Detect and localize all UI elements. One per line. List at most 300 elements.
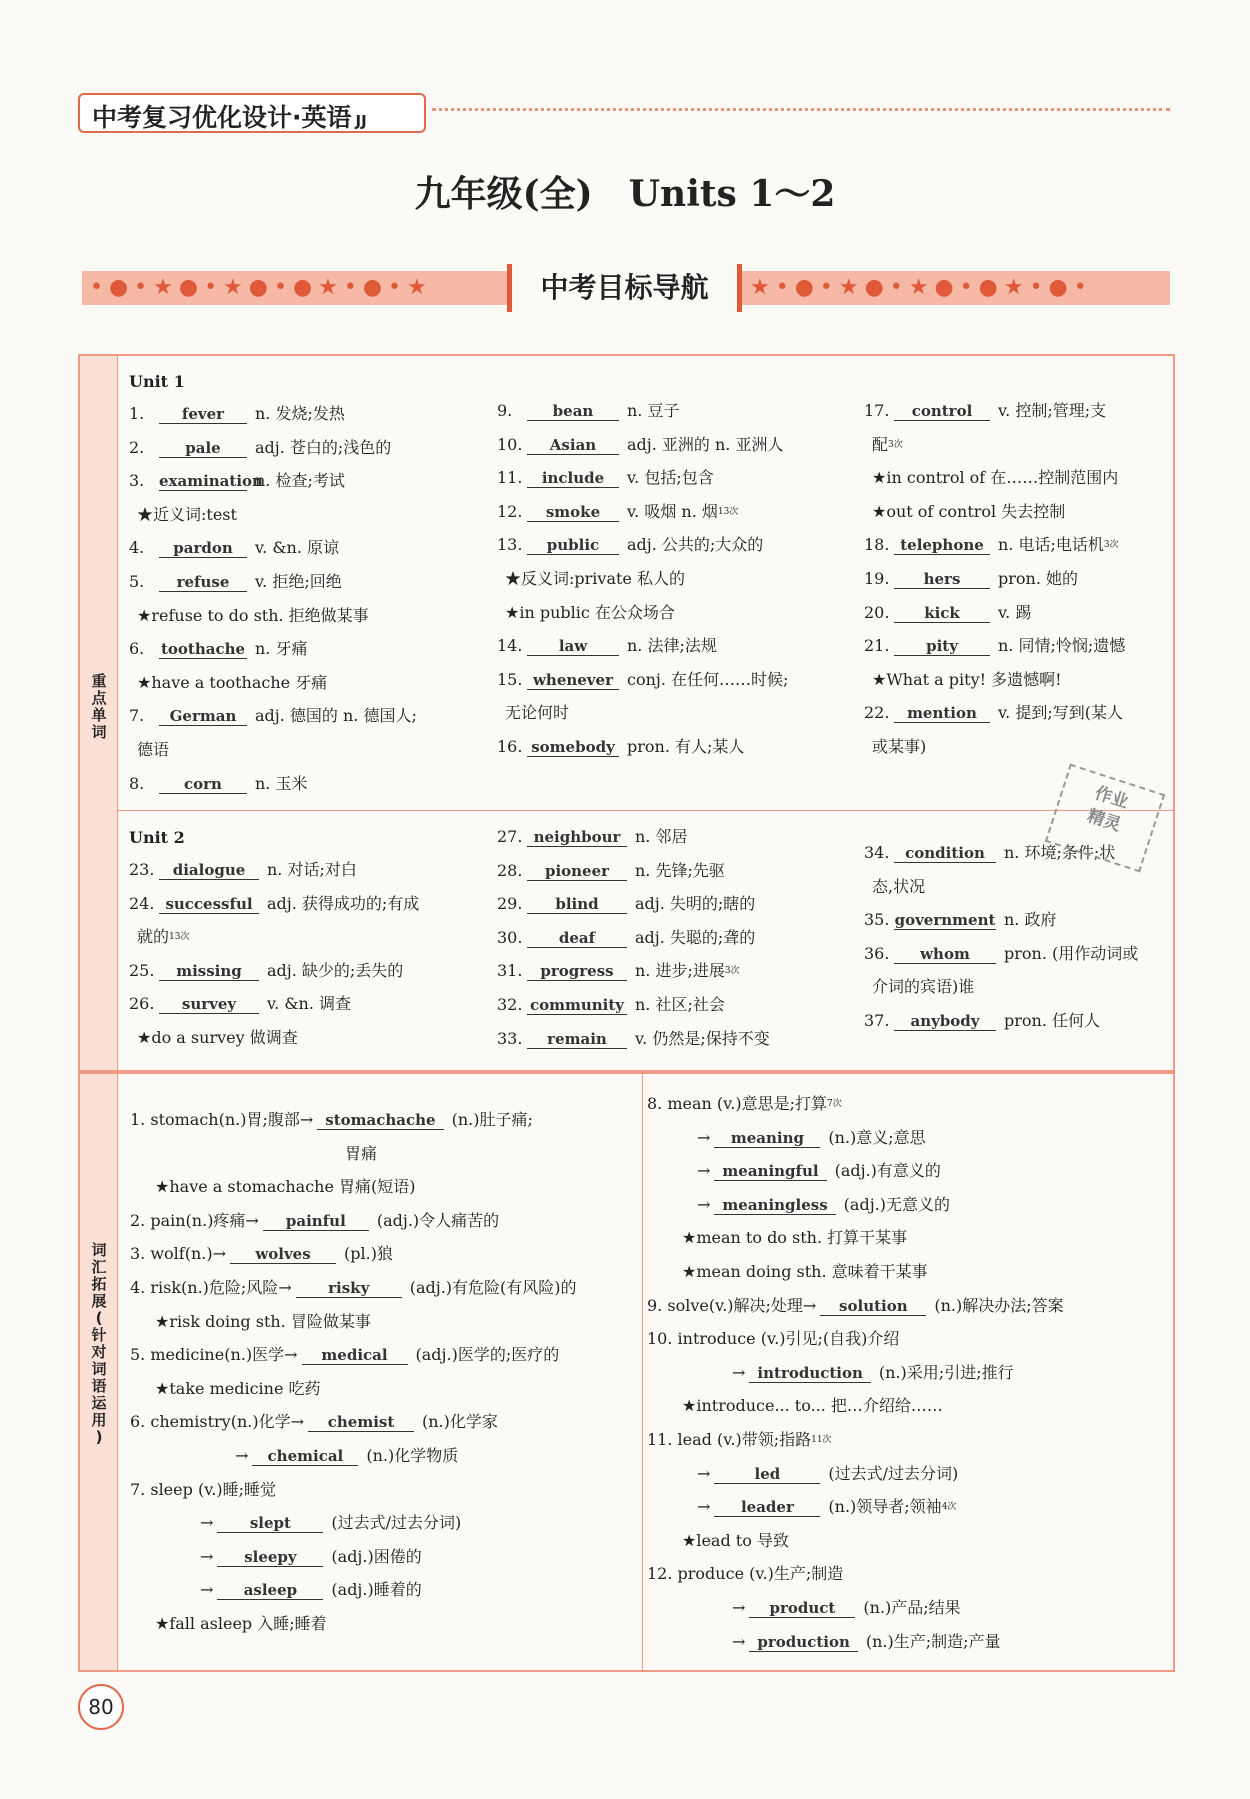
definition-text: v. 拒绝;回绝 [255,571,342,591]
vocab-text: (n.)意义;意思 [828,1127,926,1147]
word-entry [864,502,1125,536]
definition-text: pron. (用作动词或 [1004,943,1139,963]
answer-blank: meaning [714,1129,820,1148]
vocab-text: ★take medicine 吃药 [155,1378,321,1398]
answer-blank: painful [263,1212,369,1231]
definition-text: pron. 她的 [998,568,1079,588]
word-entry [497,636,788,670]
vocab-line [155,1177,577,1211]
entry-number: 12. [497,501,523,521]
definition-text: ★What a pity! 多遗憾啊! [872,669,1062,689]
answer-blank: wolves [230,1245,336,1264]
vocab-text: (n.)解决办法;答案 [934,1295,1064,1315]
word-entry [129,572,417,606]
word-entry [864,977,1138,1011]
answer-blank: German [159,707,247,726]
word-entry [864,910,1138,944]
word-entry [864,944,1138,978]
definition-text: v. 提到;写到(某人 [998,703,1123,723]
entry-number: 33. [497,1028,523,1048]
key-words-side-label [90,673,108,741]
answer-blank: blind [527,895,627,914]
answer-blank: pioneer [527,862,627,881]
answer-blank: somebody [527,738,619,757]
answer-blank: bean [527,402,619,421]
answer-blank: community [527,996,627,1015]
vocab-text: 胃痛 [345,1143,378,1163]
vocab-line [155,1614,577,1648]
answer-blank: corn [159,775,247,794]
definition-text: n. 政府 [1004,910,1057,930]
answer-blank: risky [296,1279,402,1298]
word-entry [497,670,788,704]
definition-text: n. 检查;考试 [255,471,345,491]
vocab-line [130,1278,577,1312]
definition-text: v. 控制;管理;支 [998,401,1107,420]
unit1-col3 [864,401,1125,771]
vocab-prefix: 11. lead (v.)带领;指路 [647,1429,812,1449]
vocab-line [647,1296,1064,1330]
entry-number: 2. [129,437,145,457]
vocab-text: (n.)化学物质 [366,1445,459,1465]
vocab-text: (n.)生产;制造;产量 [865,1631,1001,1651]
entry-number: 9. [497,401,513,420]
word-entry [129,471,417,505]
word-entry [129,740,417,774]
side-label-char: 用 [91,1411,107,1429]
side-label-char: 汇 [91,1258,107,1276]
word-entry [129,894,419,928]
word-entry [129,438,417,472]
answer-blank: public [527,536,619,555]
answer-blank: law [527,637,619,656]
vocab-text: ★mean doing sth. 意味着干某事 [682,1261,928,1281]
definition-text: 态,状况 [872,876,926,896]
entry-number: 27. [497,827,523,846]
vocab-prefix: 6. chemistry(n.)化学→ [130,1412,304,1432]
definition-text: 或某事) [872,736,927,756]
entry-number: 20. [864,602,890,622]
word-entry [129,1028,419,1062]
definition-text: 介词的宾语)谁 [872,977,975,997]
vocab-line [155,1446,577,1480]
word-entry [864,1011,1138,1045]
definition-text: ★近义词:test [137,504,237,524]
vocab-left-column [130,1110,577,1648]
word-entry [497,401,788,435]
vocab-text: (adj.)困倦的 [331,1546,422,1566]
entry-number: 34. [864,843,890,862]
vocab-line [130,1211,577,1245]
frequency-note: 3次 [888,439,903,450]
unit1-col1 [129,404,417,807]
definition-text: ★refuse to do sth. 拒绝做某事 [137,605,369,625]
definition-text: n. 同情;怜悯;遗憾 [998,636,1126,656]
page-number: 80 [78,1684,124,1730]
word-entry [129,774,417,808]
word-entry [864,535,1125,569]
answer-blank: production [749,1633,857,1652]
side-label-char: 展 [91,1292,107,1310]
word-entry [129,673,417,707]
answer-blank: meaningful [714,1162,826,1181]
answer-blank: Asian [527,436,619,455]
word-entry [129,639,417,673]
word-entry [497,995,770,1029]
vocab-line [130,1480,577,1514]
vocab-line [652,1161,1064,1195]
word-entry [497,827,770,861]
definition-text: n. 先锋;先驱 [635,860,725,880]
word-entry [497,535,788,569]
vocab-prefix: 3. wolf(n.)→ [130,1244,226,1264]
word-entry [129,927,419,961]
definition-text: adj. 亚洲的 n. 亚洲人 [627,434,784,454]
vocab-prefix: 5. medicine(n.)医学→ [130,1345,298,1365]
answer-blank: telephone [894,536,990,555]
answer-blank: progress [527,962,627,981]
answer-blank: examination [159,472,263,491]
answer-blank: sleepy [217,1548,323,1567]
word-entry [864,468,1125,502]
definition-text: adj. 德国的 n. 德国人; [255,706,417,726]
entry-number: 3. [129,471,145,491]
definition-text: adj. 获得成功的;有成 [267,893,420,913]
vocab-line [652,1598,1064,1632]
vocab-prefix: → [697,1127,711,1147]
side-label-char: 词 [91,723,107,741]
vocab-line [652,1363,1064,1397]
answer-blank: control [894,402,990,421]
answer-blank: pardon [159,539,247,558]
vocab-line [130,1110,577,1144]
definition-text: v. &n. 原谅 [255,538,340,558]
definition-text: n. 发烧;发热 [255,404,345,423]
vocab-line [647,1329,1064,1363]
answer-blank: medical [302,1346,408,1365]
entry-number: 17. [864,401,890,420]
vocab-line [652,1228,1064,1262]
definition-text: ★反义词:private 私人的 [505,568,685,588]
vocab-prefix: 12. produce (v.)生产;制造 [647,1564,844,1584]
answer-blank: successful [159,895,259,914]
definition-text: v. &n. 调查 [267,994,352,1014]
vocab-text: ★introduce... to... 把…介绍给…… [682,1396,943,1416]
answer-blank: anybody [894,1012,996,1031]
answer-blank: survey [159,995,259,1014]
definition-text: ★in public 在公众场合 [505,602,675,622]
vocab-prefix: 8. mean (v.)意思是;打算 [647,1094,828,1113]
definition-text: adj. 苍白的;浅色的 [255,437,392,457]
side-label-char: 针 [91,1326,107,1344]
vocab-text: (n.)肚子痛; [451,1110,533,1129]
side-label-char: 点 [91,689,107,707]
entry-number: 18. [864,535,890,555]
vocab-line [130,1345,577,1379]
word-entry [129,994,419,1028]
decor-dots-right: ★•●•★●•★●•●★•●• [750,275,1093,300]
unit2-label: Unit 2 [129,828,185,847]
entry-number: 32. [497,994,523,1014]
answer-blank: include [527,469,619,488]
vocab-text: ★mean to do sth. 打算干某事 [682,1228,908,1248]
word-entry [497,502,788,536]
entry-number: 29. [497,894,523,914]
definition-text: adj. 公共的;大众的 [627,535,764,555]
answer-blank: hers [894,570,990,589]
entry-number: 5. [129,571,145,591]
word-entry [497,569,788,603]
vocab-line [155,1513,577,1547]
vocab-text: (n.)产品;结果 [863,1597,961,1617]
vocab-text: (adj.)睡着的 [331,1580,422,1600]
vocab-prefix: 10. introduce (v.)引见;(自我)介绍 [647,1329,900,1349]
entry-number: 28. [497,860,523,880]
answer-blank: solution [820,1297,926,1316]
definition-text: n. 豆子 [627,401,680,420]
word-entry [497,861,770,895]
entry-number: 15. [497,669,523,689]
side-label-char: 单 [91,706,107,724]
word-entry [497,928,770,962]
definition-text: adj. 失聪的;聋的 [635,927,756,947]
answer-blank: asleep [217,1581,323,1600]
vocab-line [130,1244,577,1278]
vocab-prefix: → [732,1362,746,1382]
word-entry [497,468,788,502]
word-entry [129,961,419,995]
vocab-text: (n.)化学家 [422,1412,498,1432]
definition-text: pron. 有人;某人 [627,736,745,756]
definition-text: pron. 任何人 [1004,1010,1101,1030]
side-label-char: ( [95,1309,103,1327]
frequency-note: 4次 [941,1502,957,1513]
word-entry [864,670,1125,704]
vocab-prefix: → [732,1631,746,1651]
entry-number: 11. [497,468,523,488]
answer-blank: condition [894,844,996,863]
definition-text: ★have a toothache 牙痛 [137,672,328,692]
vocab-line [652,1497,1064,1531]
section-label: 中考目标导航 [507,264,742,312]
side-label-char: 重 [91,672,107,690]
definition-text: n. 牙痛 [255,639,308,659]
vocab-prefix: → [697,1161,711,1181]
word-entry [129,404,417,438]
vocab-prefix: → [697,1463,711,1483]
vocab-text: ★risk doing sth. 冒险做某事 [155,1311,371,1331]
entry-number: 13. [497,535,523,555]
vocab-prefix: → [235,1445,249,1465]
frequency-note: 11次 [811,1434,832,1445]
vocab-line [652,1128,1064,1162]
word-entry [864,401,1125,435]
frequency-note: 3次 [1103,540,1119,551]
definition-text: n. 社区;社会 [635,994,725,1014]
entry-number: 35. [864,910,890,930]
vocab-line [652,1396,1064,1430]
word-entry [864,703,1125,737]
vocab-prefix: → [200,1546,214,1566]
word-entry [129,538,417,572]
vocab-line [155,1547,577,1581]
vocab-text: (adj.)有危险(有风险)的 [409,1277,577,1297]
vocab-prefix: 1. stomach(n.)胃;腹部→ [130,1110,314,1129]
word-entry [864,569,1125,603]
vocab-right-column [647,1094,1064,1665]
definition-text: ★in control of 在……控制范围内 [872,468,1119,488]
definition-text: conj. 在任何……时候; [627,669,789,689]
entry-number: 7. [129,706,145,726]
entry-number: 10. [497,434,523,454]
answer-blank: whom [894,945,996,964]
frequency-note: 7次 [827,1099,842,1109]
word-entry [497,737,788,771]
definition-text: adj. 缺少的;丢失的 [267,960,404,980]
word-entry [497,961,770,995]
book-tag: JJ [355,112,367,130]
answer-blank: pity [894,637,990,656]
vocab-line [647,1430,1064,1464]
answer-blank: fever [159,405,247,424]
vocab-extension-side-label [90,1242,108,1446]
word-entry [864,636,1125,670]
entry-number: 14. [497,636,523,656]
entry-number: 21. [864,636,890,656]
entry-number: 30. [497,927,523,947]
vocab-line [652,1464,1064,1498]
side-label-char: 拓 [91,1275,107,1293]
word-entry [129,606,417,640]
entry-number: 23. [129,860,155,879]
vocab-line [155,1379,577,1413]
vocab-prefix: → [697,1497,711,1517]
definition-text: n. 玉米 [255,773,308,793]
answer-blank: toothache [160,640,246,659]
answer-blank: smoke [527,503,619,522]
side-label-char: ) [95,1428,103,1446]
answer-blank: dialogue [159,861,259,880]
vocab-line [647,1564,1064,1598]
entry-number: 31. [497,961,523,981]
vocab-text: (adj.)医学的;医疗的 [415,1345,560,1365]
frequency-note: 13次 [717,506,739,517]
answer-blank: meaningless [714,1196,835,1215]
answer-blank: introduction [749,1364,871,1383]
definition-text: ★out of control 失去控制 [872,501,1066,521]
unit2-col2 [497,827,770,1062]
answer-blank: chemist [308,1413,414,1432]
word-entry [497,703,788,737]
definition-text: n. 电话;电话机 [998,535,1104,555]
frequency-note: 3次 [724,966,740,977]
page-title: 九年级(全) Units 1～2 [414,173,836,215]
decor-dots-left: •●•★●•★●•●★•●•★ [90,275,433,300]
answer-blank: refuse [159,573,247,592]
vocab-line [652,1262,1064,1296]
definition-text: n. 环境;条件;状 [1004,843,1116,862]
definition-text: n. 邻居 [635,827,688,846]
definition-text: v. 包括;包含 [627,468,714,488]
vocab-prefix: 7. sleep (v.)睡;睡觉 [130,1479,277,1499]
vocab-line [647,1094,1064,1128]
definition-text: v. 踢 [998,602,1032,622]
vocab-prefix: → [732,1597,746,1617]
entry-number: 24. [129,893,155,913]
entry-number: 25. [129,960,155,980]
vocab-prefix: → [200,1513,214,1533]
stamp-watermark: 作业 精灵 [1045,764,1165,873]
word-entry [129,706,417,740]
vocab-prefix: 4. risk(n.)危险;风险→ [130,1277,292,1297]
answer-blank: slept [217,1514,323,1533]
word-entry [497,1029,770,1063]
entry-number: 22. [864,703,890,723]
side-label-char: 词 [91,1241,107,1259]
entry-number: 8. [129,773,145,793]
answer-blank: missing [159,962,259,981]
word-entry [497,603,788,637]
answer-blank: deaf [527,929,627,948]
definition-text: 就的 [137,927,170,947]
vocab-prefix: → [200,1580,214,1600]
answer-blank: whenever [527,671,619,690]
vocab-prefix: 2. pain(n.)疼痛→ [130,1210,259,1230]
entry-number: 36. [864,943,890,963]
entry-number: 4. [129,538,145,558]
entry-number: 26. [129,994,155,1014]
answer-blank: mention [894,704,990,723]
definition-text: n. 进步;进展 [635,961,725,981]
entry-number: 16. [497,736,523,756]
side-label-char: 词 [91,1360,107,1378]
definition-text: adj. 失明的;瞎的 [635,894,756,914]
vocab-text: (n.)采用;引进;推行 [878,1362,1014,1382]
vocab-prefix: 9. solve(v.)解决;处理→ [647,1295,817,1315]
unit-divider [118,810,1174,811]
word-entry [864,877,1138,911]
unit2-col3 [864,843,1138,1045]
definition-text: 配 [872,434,889,454]
answer-blank: led [714,1465,820,1484]
entry-number: 6. [129,639,145,659]
answer-blank: remain [527,1030,627,1049]
side-label-char: 运 [91,1394,107,1412]
vocab-line [130,1412,577,1446]
word-entry [864,435,1125,469]
unit1-label: Unit 1 [129,372,185,391]
word-entry [129,860,419,894]
header-dotted-rule [432,108,1170,111]
word-entry [497,435,788,469]
definition-text: 无论何时 [505,703,570,723]
entry-number: 37. [864,1010,890,1030]
word-entry [864,737,1125,771]
book-title: 中考复习优化设计·英语 JJ [92,103,367,132]
side-label-char: 语 [91,1377,107,1395]
vocab-text: (adj.)令人痛苦的 [376,1210,500,1230]
word-entry [129,505,417,539]
vocab-text: ★fall asleep 入睡;睡着 [155,1613,327,1633]
unit1-col2 [497,401,788,771]
definition-text: v. 仍然是;保持不变 [635,1028,770,1048]
unit2-col1 [129,860,419,1062]
vocab-line [155,1580,577,1614]
vocab-text: (adj.)有意义的 [834,1161,941,1181]
vocab-text: ★lead to 导致 [682,1530,789,1550]
definition-text: n. 法律;法规 [627,636,717,656]
definition-text: 德语 [137,739,170,759]
